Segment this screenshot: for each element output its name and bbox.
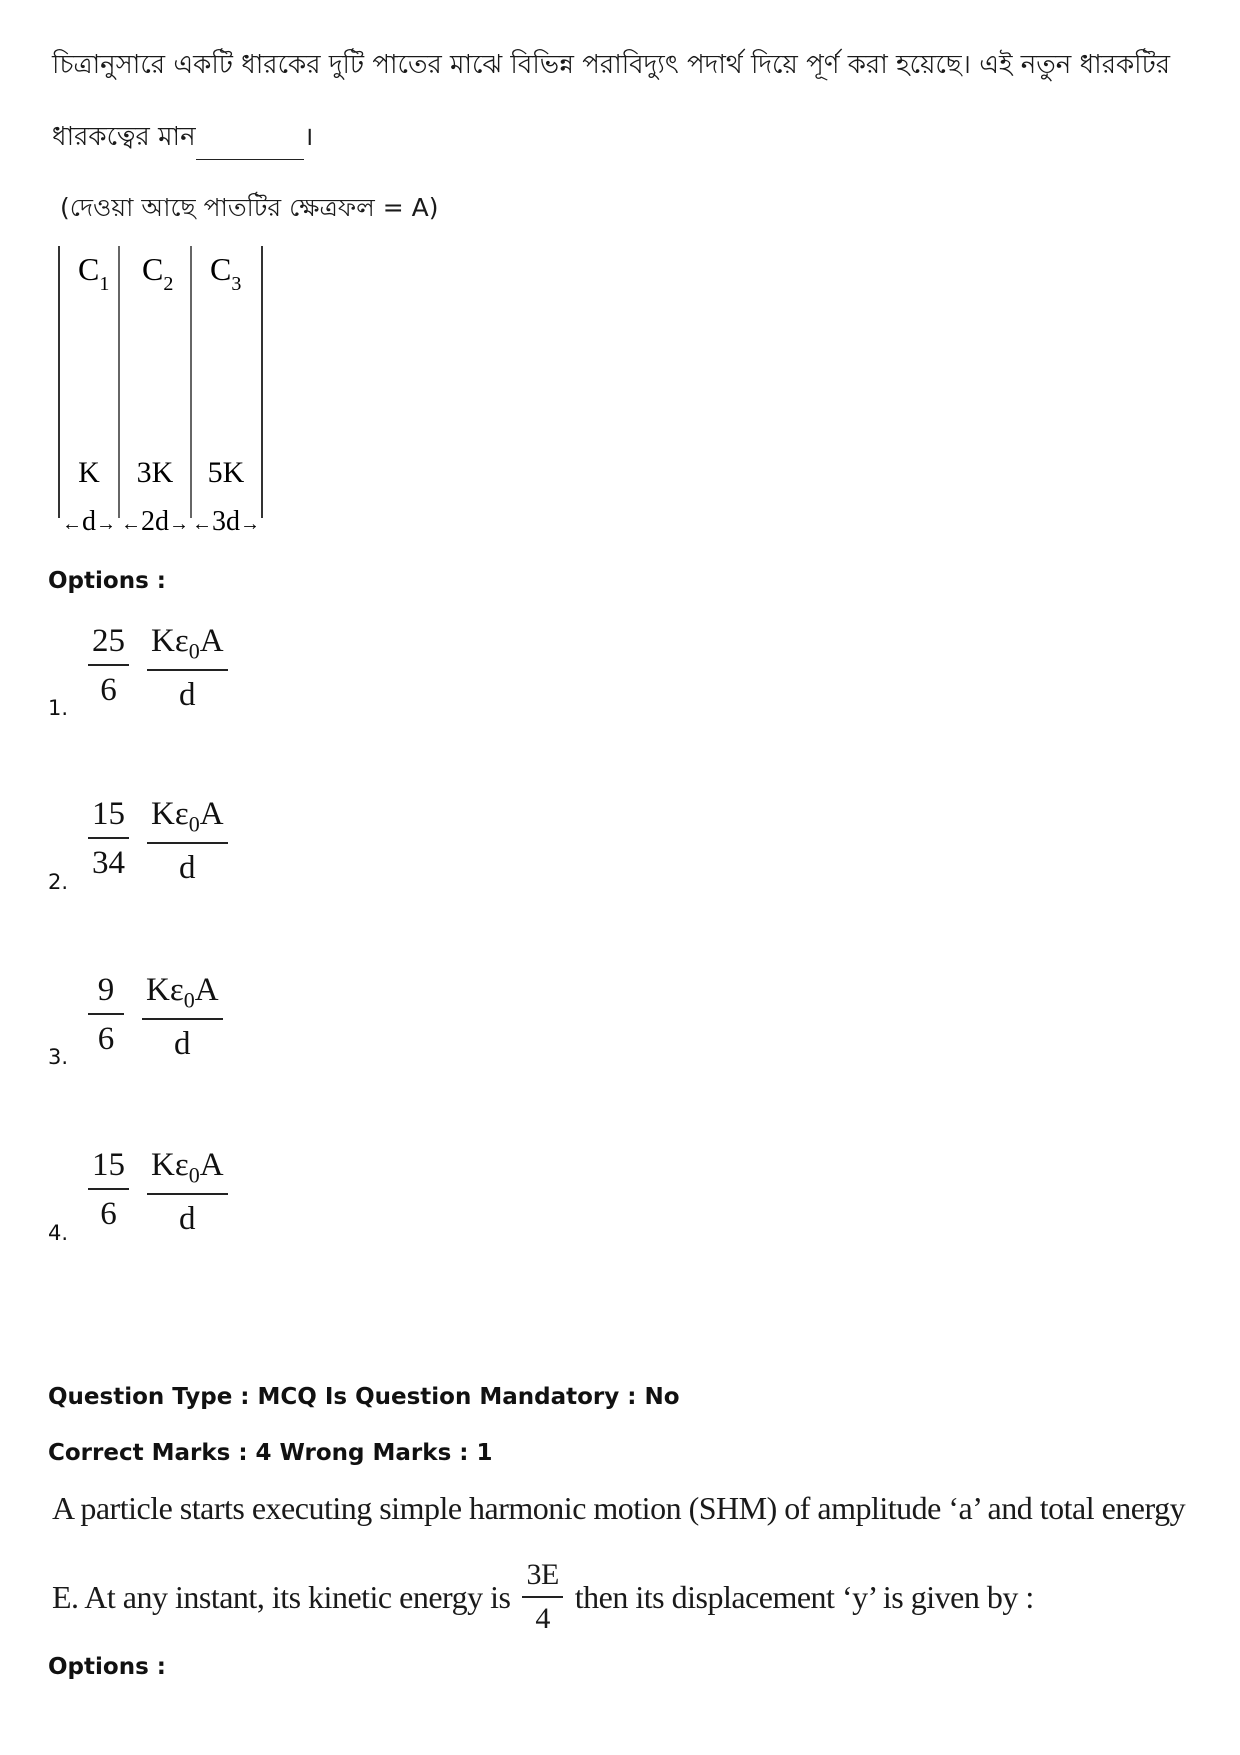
option-2-formula[interactable] — [88, 798, 228, 885]
dielectric-k3: 5K — [207, 456, 245, 489]
kinetic-energy-denominator: 4 — [535, 1602, 550, 1635]
answer-blank — [196, 131, 304, 160]
option-4-expression — [147, 1149, 228, 1236]
marks-line: Correct Marks : 4 Wrong Marks : 1 — [48, 1440, 493, 1466]
capacitor-diagram — [50, 240, 280, 545]
option-1-denominator: 6 — [100, 672, 117, 708]
options-heading-1: Options : — [48, 568, 166, 594]
option-4-denominator: 6 — [100, 1196, 117, 1232]
option-3-numerator: 9 — [88, 974, 124, 1015]
option-3-coefficient — [88, 974, 124, 1056]
option-1-coefficient — [88, 625, 129, 707]
dielectric-k1: K — [78, 456, 100, 489]
kinetic-energy-fraction — [522, 1560, 562, 1634]
option-3-denominator: 6 — [97, 1021, 115, 1057]
option-1-numerator: 25 — [88, 625, 129, 666]
option-2-number: 2. — [48, 870, 69, 894]
question-2-line-2-end: then its displacement ‘y’ is given by : — [574, 1578, 1034, 1615]
option-2-expr-top: $K\varepsilon_0A$ — [147, 798, 228, 844]
label-c1: $C_1$ — [78, 251, 110, 295]
option-3-expr-top: $K\varepsilon_0A$ — [142, 974, 223, 1020]
label-c3: $C_3$ — [210, 251, 242, 295]
question-1-line-1: চিত্রানুসারে একটি ধারকের দুটি পাতের মাঝে বিভিন্ন পরাবিদ্যুৎ পদার্থ দিয়ে পূর্ণ করা হয়েছে। এই নতুন ধারকটির — [52, 50, 1171, 80]
question-1-line-2-text: ধারকত্বের মান — [52, 122, 196, 152]
option-2-expression — [147, 798, 228, 885]
question-2-line-2-text: E. At any instant, its kinetic energy is — [52, 1578, 511, 1615]
label-c2: $C_2$ — [142, 251, 174, 295]
option-1-number: 1. — [48, 696, 69, 720]
option-3-expr-bottom: d — [174, 1025, 191, 1062]
question-1-given: (দেওয়া আছে পাতটির ক্ষেত্রফল = A) — [60, 193, 439, 222]
question-2-line-2 — [52, 1560, 1034, 1634]
option-4-expr-top: $K\varepsilon_0A$ — [147, 1149, 228, 1195]
question-type-line: Question Type : MCQ Is Question Mandatory : No — [48, 1384, 680, 1410]
option-1-expr-top: $K\varepsilon_0A$ — [147, 625, 228, 671]
option-4-numerator: 15 — [88, 1149, 129, 1190]
option-2-coefficient — [88, 798, 129, 880]
spacing-1: ←d→ — [62, 506, 116, 537]
dielectric-k2: 3K — [136, 456, 174, 489]
option-1-formula[interactable] — [88, 625, 228, 712]
question-1-line-2 — [52, 116, 313, 160]
spacing-3: ←3d→ — [192, 506, 260, 537]
option-4-formula[interactable] — [88, 1149, 228, 1236]
option-1-expr-bottom: d — [179, 676, 196, 713]
spacing-2: ←2d→ — [121, 506, 189, 537]
option-3-number: 3. — [48, 1045, 69, 1069]
option-3-formula[interactable] — [88, 974, 223, 1061]
option-2-denominator: 34 — [92, 845, 125, 881]
option-3-expression — [142, 974, 223, 1061]
question-2-line-1: A particle starts executing simple harmonic motion (SHM) of amplitude ‘a’ and total energy — [52, 1490, 1186, 1526]
option-2-expr-bottom: d — [179, 849, 196, 886]
options-heading-2: Options : — [48, 1654, 166, 1680]
option-4-coefficient — [88, 1149, 129, 1231]
option-4-number: 4. — [48, 1221, 69, 1245]
option-1-expression — [147, 625, 228, 712]
option-4-expr-bottom: d — [179, 1200, 196, 1237]
question-1-line-2-end: । — [303, 122, 314, 152]
option-2-numerator: 15 — [88, 798, 129, 839]
kinetic-energy-numerator: 3E — [522, 1560, 562, 1598]
